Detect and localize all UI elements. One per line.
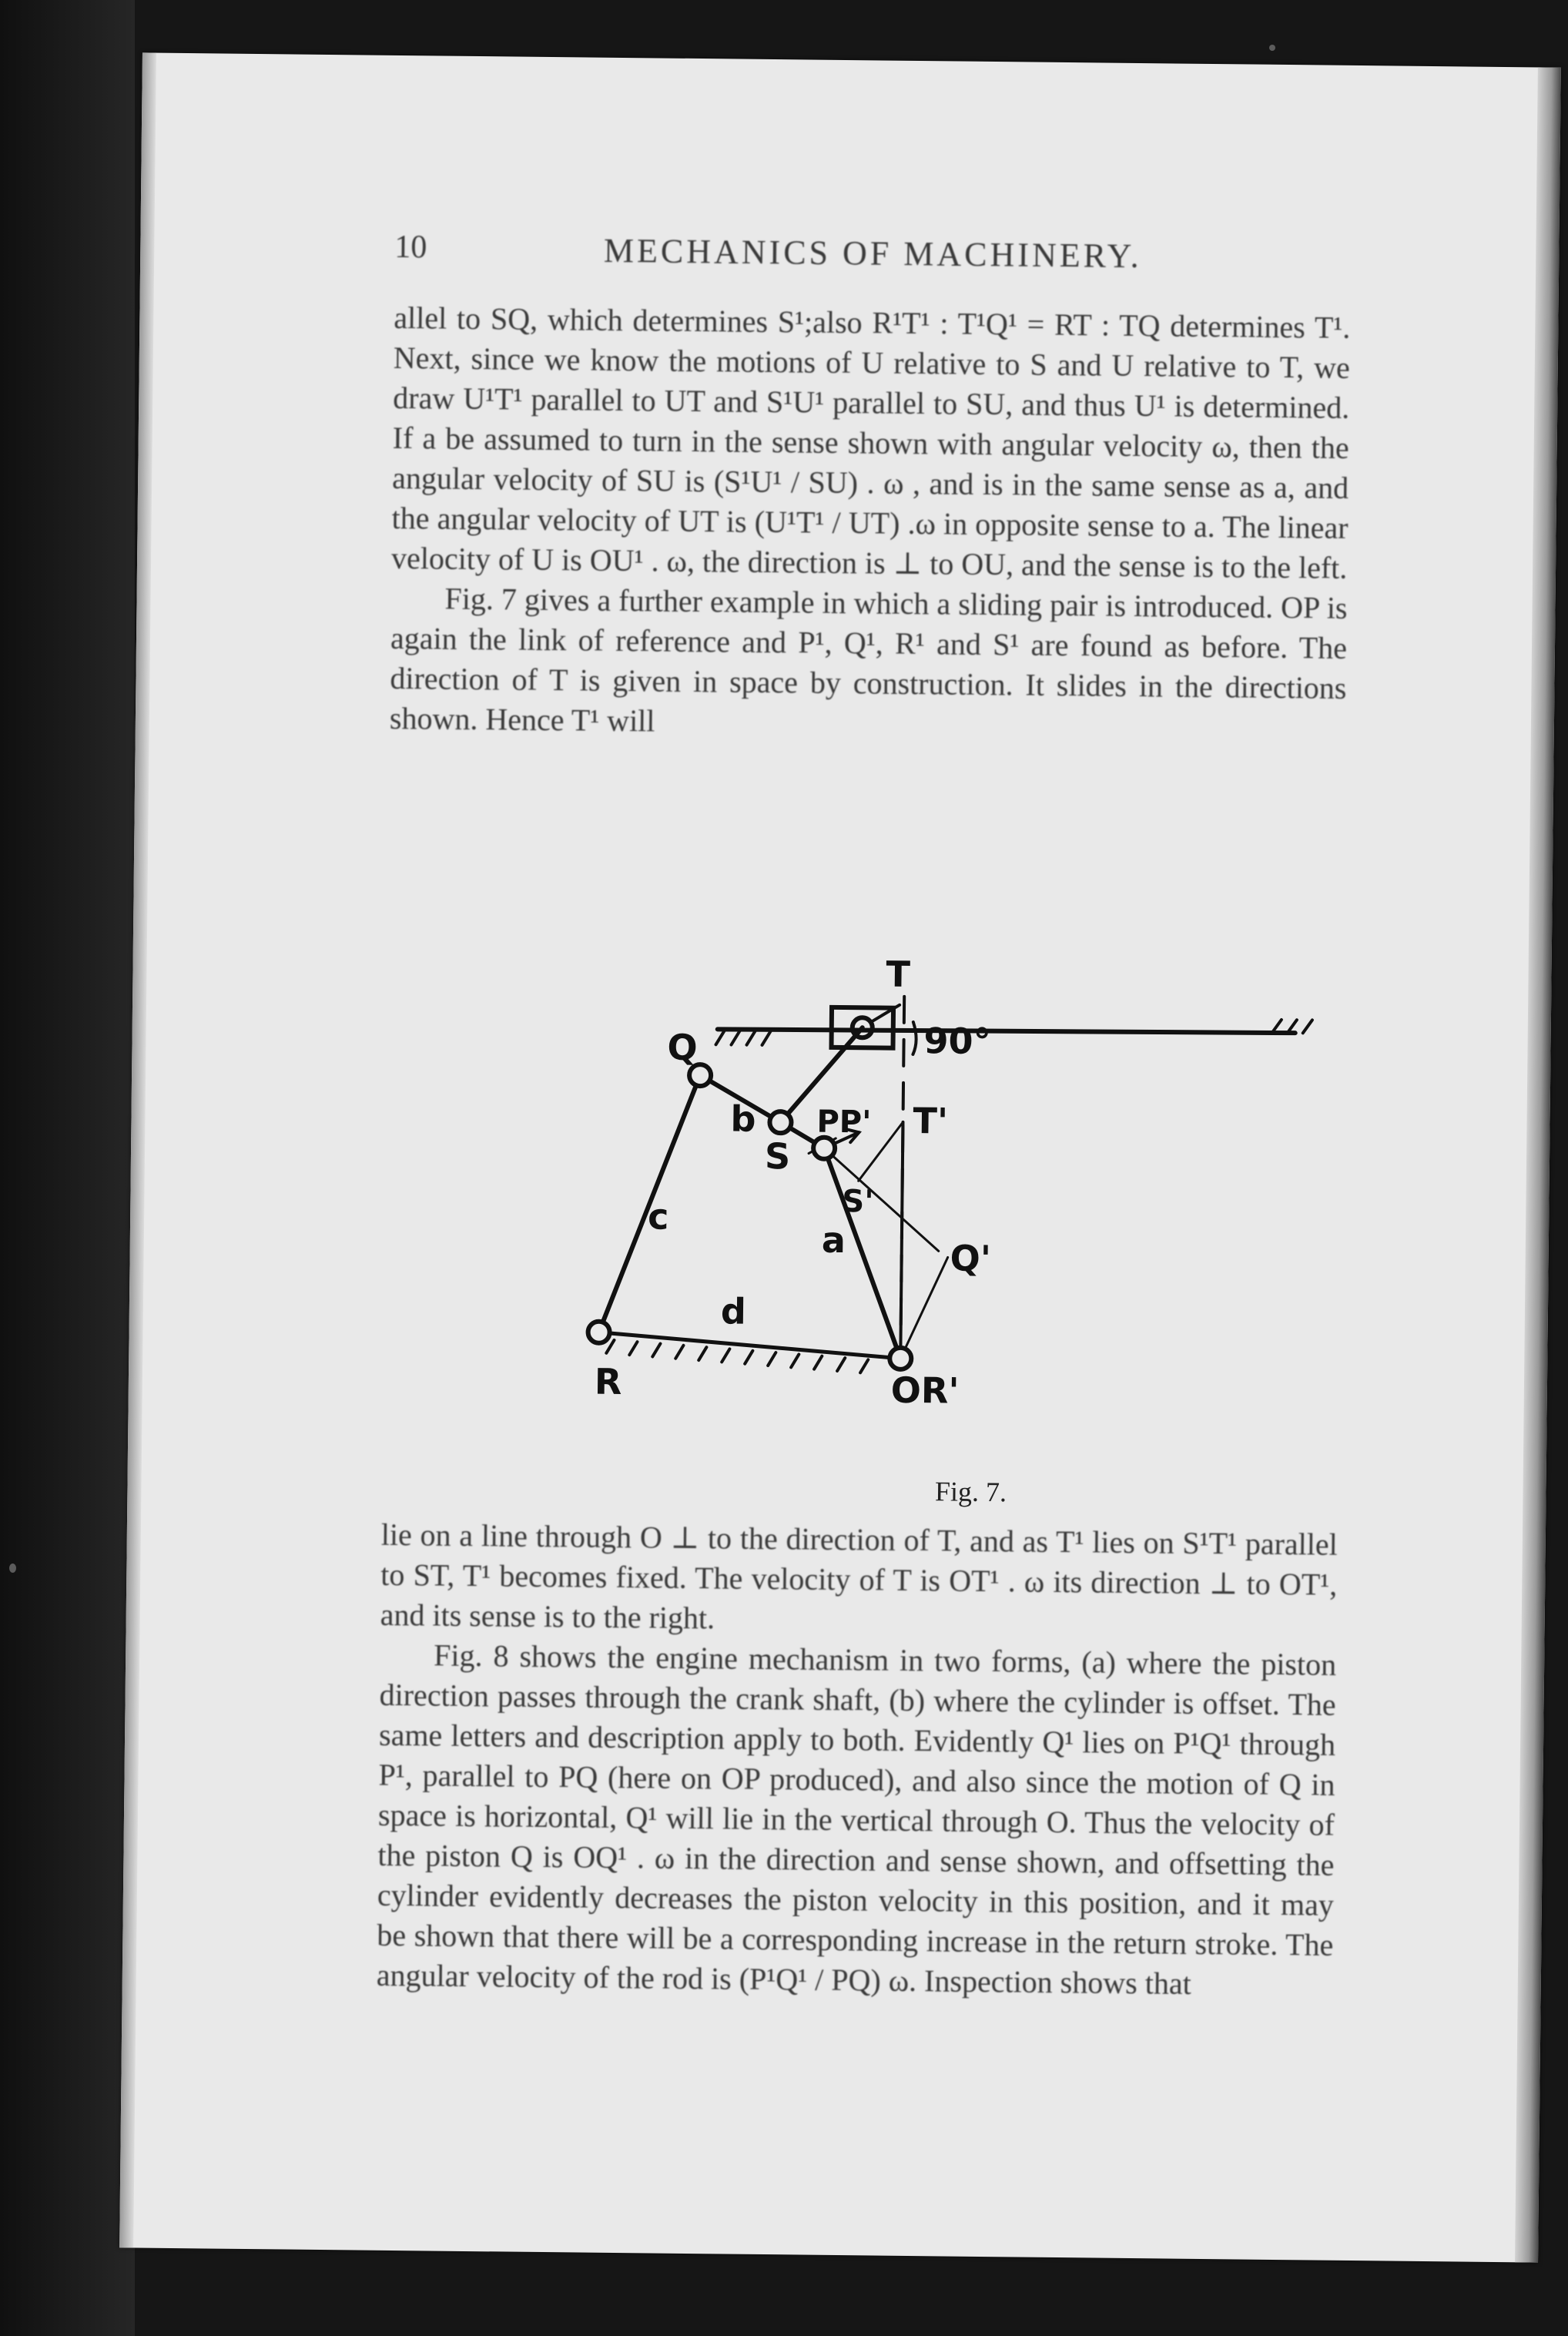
label-OR-prime: OR' bbox=[890, 1369, 960, 1412]
label-Q-prime: Q' bbox=[950, 1237, 992, 1280]
label-a: a bbox=[821, 1218, 846, 1262]
slide-guide bbox=[718, 1027, 1295, 1035]
line-OT-prime bbox=[900, 1122, 903, 1359]
label-S-prime: S' bbox=[842, 1184, 874, 1220]
joint-O bbox=[890, 1348, 911, 1369]
line-O-Q-prime bbox=[900, 1257, 947, 1359]
figure-7 bbox=[566, 927, 1381, 1521]
label-d: d bbox=[720, 1290, 747, 1332]
label-T-prime: T' bbox=[913, 1099, 949, 1142]
body-text-bottom bbox=[377, 1515, 1338, 2006]
label-S: S bbox=[764, 1134, 791, 1178]
book-page bbox=[119, 52, 1561, 2262]
label-c: c bbox=[647, 1195, 669, 1238]
paragraph: Fig. 7 gives a further example in which a sliding pair is introduced. OP is again the link of reference and P¹, Q¹, R¹ and S¹ are found as before. The direction of T is given in space by construction. It slides in the directions shown. Hence T¹ will bbox=[389, 581, 1348, 739]
page-number: 10 bbox=[394, 229, 427, 266]
right-angle-mark bbox=[913, 1022, 916, 1054]
running-head: MECHANICS OF MACHINERY. bbox=[603, 231, 1142, 276]
label-T: T bbox=[886, 953, 911, 995]
joint-S bbox=[769, 1111, 791, 1133]
label-PP-prime: PP' bbox=[816, 1104, 872, 1141]
figure-caption: Fig. 7. bbox=[934, 1476, 1007, 1508]
paragraph: lie on a line through O ⊥ to the direction of T, and as T¹ lies on S¹T¹ parallel to ST, T¹ becomes fixed. The velocity of T is OT¹ . ω its direction ⊥ to OT¹, and its sense is to the right. bbox=[380, 1517, 1338, 1636]
page-header bbox=[394, 229, 1352, 293]
joint-P bbox=[813, 1138, 835, 1159]
label-angle: 90° bbox=[923, 1020, 991, 1063]
page-edge-right bbox=[1515, 67, 1561, 2262]
scan-background bbox=[0, 0, 135, 2336]
label-b: b bbox=[730, 1098, 756, 1140]
label-R: R bbox=[594, 1360, 622, 1403]
body-text-top bbox=[390, 298, 1351, 749]
paragraph: Fig. 8 shows the engine mechanism in two forms, (a) where the piston direction passes through the crank shaft, (b) where the cylinder is offset. The same letters and description apply to both. Evidently Q¹ lies on P¹Q¹ through P¹, parallel to PQ (here on OP produced), and also since the motion of Q in space is horizontal, Q¹ will lie in the vertical through O. Thus the velocity of the piston Q is OQ¹ . ω in the direction and sense shown, and offsetting the cylinder evidently decreases the piston velocity in this position, and it may be shown that there will be a corresponding increase in the return stroke. The angular velocity of the rod is (P¹Q¹ / PQ) ω. Inspection shows that bbox=[376, 1637, 1337, 2001]
label-Q: Q bbox=[667, 1026, 698, 1069]
paragraph: allel to SQ, which determines S¹;also R¹T¹ : T¹Q¹ = RT : TQ determines T¹. Next, since we know the motions of U relative to S and U relative to T, we draw U¹T¹ parallel to UT and S¹U¹ parallel to SU, and thus U¹ is determined. If a be assumed to turn in the sense shown with angular velocity ω, then the angular velocity of SU is (S¹U¹ / SU) . ω , and is in the same sense as a, and the angular velocity of UT is (U¹T¹ / UT) .ω in opposite sense to a. The linear velocity of U is OU¹ . ω, the direction is ⊥ to OU, and the sense is to the left. bbox=[390, 300, 1351, 585]
joint-R bbox=[588, 1322, 609, 1343]
scan-speck bbox=[1269, 45, 1275, 51]
mechanism-diagram bbox=[567, 927, 1381, 1490]
scan-speck bbox=[9, 1563, 16, 1573]
